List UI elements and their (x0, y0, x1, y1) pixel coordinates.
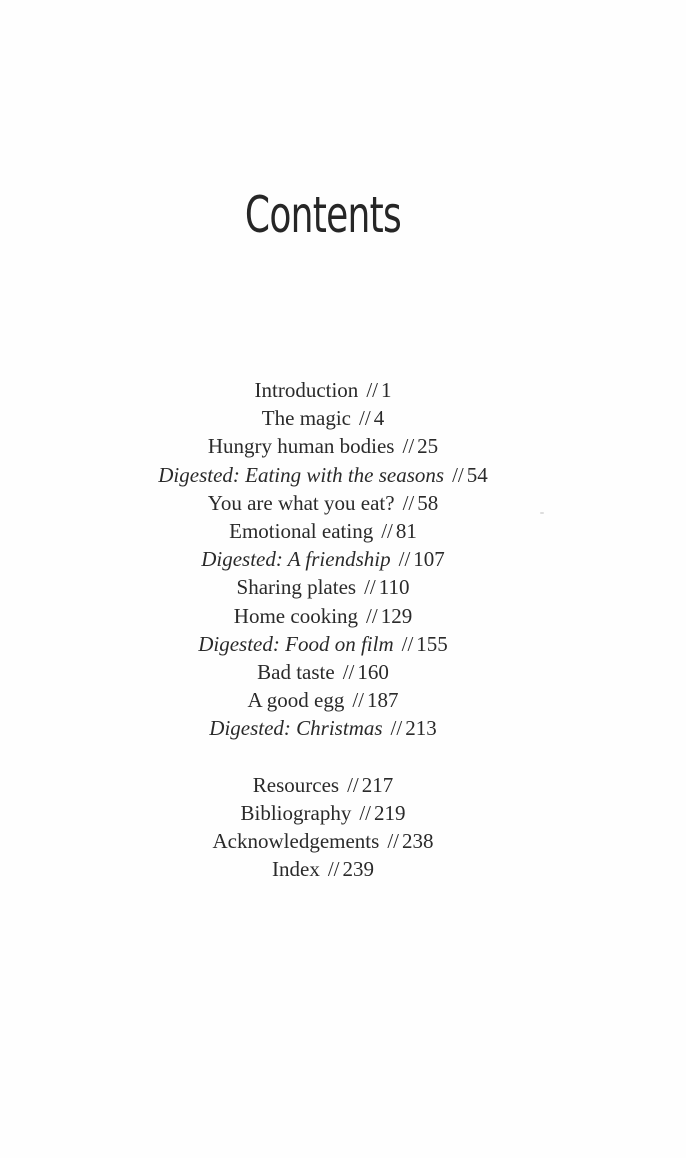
toc-entry-title: Introduction (254, 378, 359, 402)
toc-entry-page: 25 (417, 434, 439, 459)
toc-entry-separator: // (402, 490, 415, 515)
toc-entry-separator: // (452, 462, 464, 487)
toc-entry-title: Digested: Eating with the seasons (158, 462, 445, 487)
toc-entry-page: 155 (416, 631, 448, 656)
toc-entry-title: Bad taste (257, 660, 335, 685)
paper-speck (540, 512, 544, 514)
toc-entry (0, 573, 646, 601)
toc-entry-title: Acknowledgements (212, 829, 380, 854)
toc-entry-separator: // (398, 547, 411, 572)
toc-entry-title: Bibliography (240, 800, 352, 825)
toc-entry (0, 799, 646, 827)
toc-entry (0, 432, 646, 460)
toc-entry-separator: // (402, 434, 415, 459)
toc-entry-separator: // (364, 575, 376, 600)
toc-entry-title: Digested: Food on film (198, 631, 394, 656)
toc-entry-title: Emotional eating (229, 519, 374, 544)
toc-entry-page: 217 (361, 772, 394, 797)
toc-entry-title: A good egg (247, 688, 345, 713)
toc-entry-separator: // (366, 378, 378, 402)
toc-entry-page: 4 (373, 406, 385, 431)
toc-entry-separator: // (387, 829, 399, 854)
toc-entry-title: Home cooking (233, 603, 359, 628)
toc-entry-page: 107 (413, 547, 445, 572)
toc-entry (0, 489, 646, 517)
toc-entry (0, 376, 646, 404)
toc-entry-separator: // (359, 406, 371, 431)
toc-entry-title: Resources (252, 772, 340, 797)
toc-entry-digested (0, 461, 646, 489)
toc-entry-page: 54 (466, 462, 488, 487)
toc-entry-separator: // (359, 800, 371, 825)
toc-entry-title: You are what you eat? (207, 490, 395, 515)
toc-entry (0, 658, 646, 686)
toc-entry-page: 239 (342, 857, 374, 882)
toc-entry (0, 855, 646, 883)
toc-entry-separator: // (366, 603, 378, 628)
toc-entry-separator: // (342, 660, 355, 685)
toc-entry-page: 1 (380, 378, 392, 402)
toc-entry-separator: // (347, 772, 359, 797)
toc-entry (0, 404, 646, 432)
toc-entry-separator: // (381, 519, 393, 544)
toc-entry-page: 187 (367, 688, 399, 713)
page-title: Contents (244, 186, 402, 244)
toc-entry (0, 827, 646, 855)
toc-entry-page: 213 (405, 716, 437, 741)
toc-entry-digested (0, 630, 646, 658)
toc-entry-title: Sharing plates (236, 575, 357, 600)
toc-entry-title: Index (272, 857, 320, 882)
toc-entry-title: Hungry human bodies (207, 434, 395, 459)
toc-entry-page: 81 (395, 519, 417, 544)
toc-entry-separator: // (352, 688, 364, 713)
toc-entry-digested (0, 545, 646, 573)
toc-entry-page: 160 (357, 660, 389, 685)
toc-entry-title: Digested: Christmas (209, 716, 383, 741)
toc-entry (0, 602, 646, 630)
toc-entry-page: 58 (417, 490, 439, 515)
toc-entry-separator: // (390, 716, 403, 741)
table-of-contents (0, 376, 646, 883)
toc-entry-digested (0, 714, 646, 742)
toc-entry-title: The magic (261, 406, 352, 431)
toc-entry-page: 129 (380, 603, 413, 628)
toc-entry-title: Digested: A friendship (201, 547, 391, 572)
toc-entry-page: 110 (378, 575, 410, 600)
toc-entry-page: 238 (401, 829, 434, 854)
toc-entry (0, 686, 646, 714)
toc-entry-separator: // (401, 631, 414, 656)
toc-entry-page: 219 (374, 800, 406, 825)
toc-entry (0, 517, 646, 545)
toc-entry (0, 771, 646, 799)
toc-entry-separator: // (327, 857, 340, 882)
